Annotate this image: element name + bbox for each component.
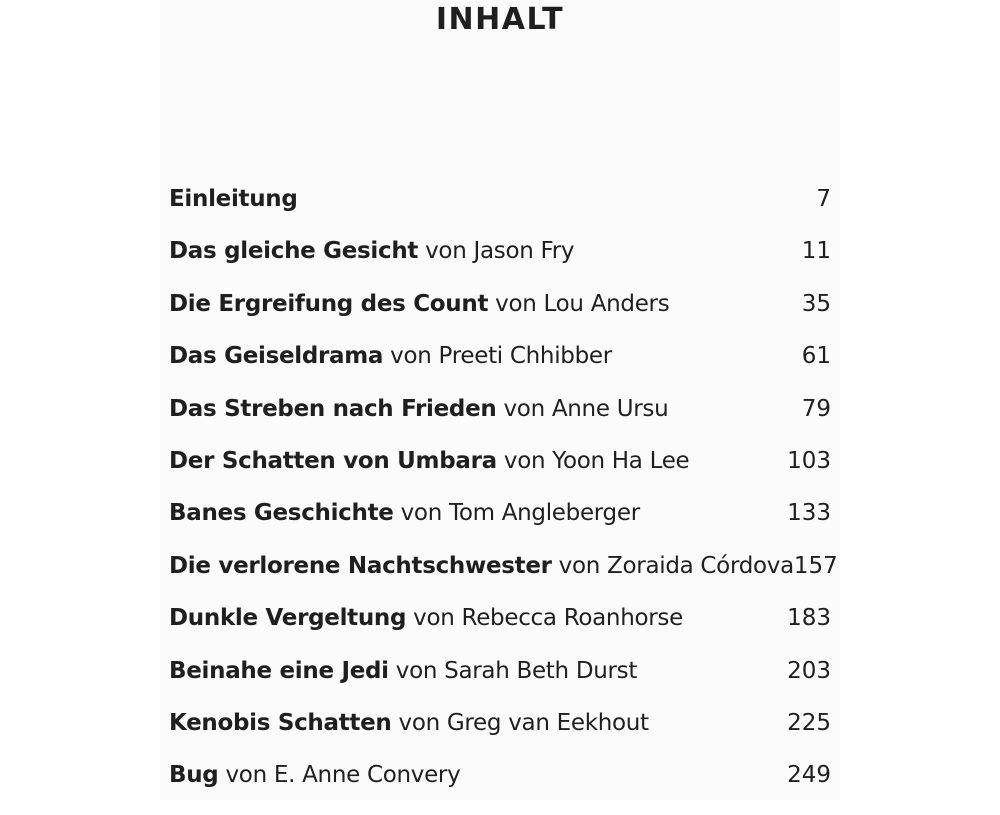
toc-entry xyxy=(169,710,831,762)
toc-entry xyxy=(169,186,831,238)
toc-entry-title: Die verlorene Nachtschwester xyxy=(169,552,552,579)
toc-page-number: 79 xyxy=(801,395,831,422)
toc-entry-title: Das Geiseldrama xyxy=(169,343,384,370)
toc-entry-text xyxy=(169,762,460,788)
toc-entry-text xyxy=(169,605,683,631)
toc-page-number: 183 xyxy=(787,605,831,632)
toc-entry-title: Banes Geschichte xyxy=(169,500,394,527)
toc-entry-title: Die Ergreifung des Count xyxy=(169,290,489,317)
toc-entry-text xyxy=(169,500,640,526)
toc-page-number: 7 xyxy=(816,186,831,212)
toc-entry xyxy=(169,762,831,814)
toc-entry-text xyxy=(169,238,574,264)
toc-entry xyxy=(169,343,831,395)
toc-entry xyxy=(169,658,831,710)
toc-entry-text xyxy=(169,343,612,369)
toc-entry-author: von Anne Ursu xyxy=(496,395,669,422)
toc-entry-text xyxy=(169,186,298,212)
toc-entry-author: von Rebecca Roanhorse xyxy=(406,605,683,632)
toc-entry-author: von Jason Fry xyxy=(418,238,575,265)
toc-entry-title: Kenobis Schatten xyxy=(169,709,392,736)
toc-entry-title: Der Schatten von Umbara xyxy=(169,447,497,474)
toc-page-number: 203 xyxy=(787,657,831,684)
toc-page-number: 249 xyxy=(787,762,831,789)
toc-entry-title: Einleitung xyxy=(169,186,298,212)
toc-entry-title: Das gleiche Gesicht xyxy=(169,238,419,265)
toc-entry xyxy=(169,500,831,552)
toc-entry-author: von Sarah Beth Durst xyxy=(388,657,638,684)
toc-entry-author: von Tom Angleberger xyxy=(393,500,640,527)
page-title: INHALT xyxy=(435,2,565,37)
toc-page-number: 225 xyxy=(787,709,831,736)
toc-entry-text xyxy=(169,291,669,317)
toc-page-number: 157 xyxy=(793,552,838,579)
toc-entry-author: von E. Anne Convery xyxy=(218,762,461,789)
toc-entry-author: von Yoon Ha Lee xyxy=(496,447,690,474)
toc-entry xyxy=(169,291,831,343)
toc-entry-author: von Preeti Chhibber xyxy=(383,343,612,370)
toc-entry-text xyxy=(169,553,794,579)
toc-entry xyxy=(169,448,831,500)
toc-entry-title: Beinahe eine Jedi xyxy=(169,657,389,684)
toc-entry xyxy=(169,605,831,657)
toc-page-number: 133 xyxy=(787,500,831,527)
table-of-contents xyxy=(169,186,838,815)
toc-entry xyxy=(169,552,838,605)
toc-entry-text xyxy=(169,396,668,422)
toc-entry-text xyxy=(169,448,689,474)
toc-entry-author: von Zoraida Córdova xyxy=(551,552,794,579)
toc-page-number: 11 xyxy=(801,238,831,265)
toc-page-number: 35 xyxy=(801,290,831,317)
toc-page-number: 61 xyxy=(801,343,831,370)
toc-entry-title: Dunkle Vergeltung xyxy=(169,605,407,632)
toc-entry xyxy=(169,238,831,290)
toc-entry-text xyxy=(169,710,649,736)
toc-entry-title: Bug xyxy=(169,762,219,789)
toc-entry xyxy=(169,396,831,448)
toc-page-number: 103 xyxy=(787,447,831,474)
toc-entry-author: von Greg van Eekhout xyxy=(391,709,649,736)
toc-entry-title: Das Streben nach Frieden xyxy=(169,395,497,422)
toc-entry-text xyxy=(169,658,637,684)
toc-entry-author: von Lou Anders xyxy=(488,290,670,317)
